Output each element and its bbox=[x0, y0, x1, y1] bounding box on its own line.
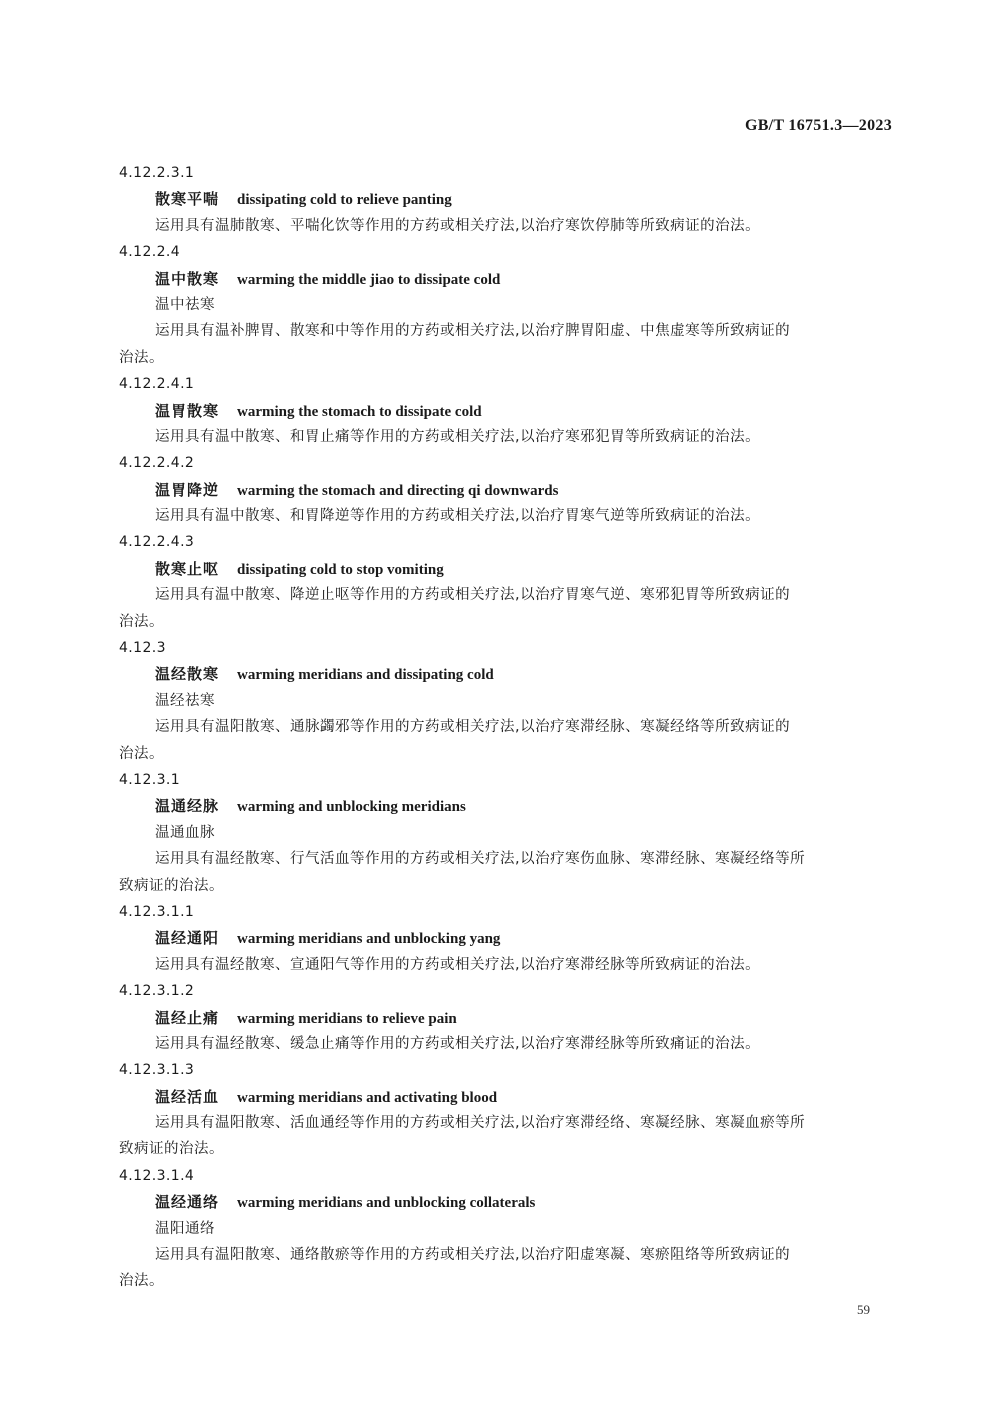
term-entries bbox=[0, 160, 999, 1295]
term-line bbox=[0, 186, 999, 212]
definition-line: 运用具有温中散寒、和胃止痛等作用的方药或相关疗法,以治疗寒邪犯胃等所致病证的治法。 bbox=[155, 428, 761, 445]
definition-line: 运用具有温经散寒、行气活血等作用的方药或相关疗法,以治疗寒伤血脉、寒滞经脉、寒凝经络等所 bbox=[155, 851, 806, 868]
definition-line: 治法。 bbox=[119, 613, 164, 630]
term-line bbox=[0, 477, 999, 503]
term-english: warming meridians and unblocking collaterals bbox=[237, 1195, 536, 1212]
term-chinese: 温通经脉 bbox=[155, 797, 220, 816]
term-entry bbox=[0, 239, 999, 371]
clause-number: 4.12.3 bbox=[119, 640, 166, 657]
definition-line: 治法。 bbox=[119, 745, 164, 762]
clause-number: 4.12.3.1.4 bbox=[119, 1167, 195, 1184]
definition-line: 运用具有温中散寒、降逆止呕等作用的方药或相关疗法,以治疗胃寒气逆、寒邪犯胃等所致病证的 bbox=[155, 587, 791, 604]
term-synonym: 温中祛寒 bbox=[155, 296, 215, 313]
term-entry bbox=[0, 529, 999, 635]
term-entry bbox=[0, 1057, 999, 1163]
term-synonym: 温经祛寒 bbox=[155, 692, 215, 709]
definition-line: 运用具有温肺散寒、平喘化饮等作用的方药或相关疗法,以治疗寒饮停肺等所致病证的治法。 bbox=[155, 217, 761, 234]
term-chinese: 温中散寒 bbox=[155, 269, 220, 288]
clause-number: 4.12.3.1.1 bbox=[119, 903, 195, 920]
term-english: dissipating cold to stop vomiting bbox=[237, 561, 444, 578]
term-entry bbox=[0, 450, 999, 529]
term-english: warming meridians and dissipating cold bbox=[237, 667, 494, 684]
definition-line: 运用具有温中散寒、和胃降逆等作用的方药或相关疗法,以治疗胃寒气逆等所致病证的治法。 bbox=[155, 508, 761, 525]
clause-number: 4.12.2.4 bbox=[119, 244, 181, 261]
term-chinese: 温经通阳 bbox=[155, 929, 220, 948]
term-english: warming the middle jiao to dissipate cold bbox=[237, 271, 501, 288]
term-entry bbox=[0, 160, 999, 239]
term-english: warming the stomach to dissipate cold bbox=[237, 403, 482, 420]
definition-line: 治法。 bbox=[119, 349, 164, 366]
clause-number: 4.12.3.1 bbox=[119, 771, 181, 788]
term-english: warming meridians and unblocking yang bbox=[237, 931, 501, 948]
term-line bbox=[0, 1189, 999, 1215]
definition-line: 治法。 bbox=[119, 1273, 164, 1290]
term-line bbox=[0, 1084, 999, 1110]
term-line bbox=[0, 266, 999, 292]
definition-line: 运用具有温阳散寒、通络散瘀等作用的方药或相关疗法,以治疗阳虚寒凝、寒瘀阻络等所致病证的 bbox=[155, 1247, 791, 1264]
definition-line: 致病证的治法。 bbox=[119, 877, 224, 894]
term-english: dissipating cold to relieve panting bbox=[237, 192, 452, 209]
term-chinese: 温经止痛 bbox=[155, 1008, 220, 1027]
term-entry bbox=[0, 767, 999, 899]
clause-number: 4.12.2.4.3 bbox=[119, 534, 195, 551]
term-line bbox=[0, 556, 999, 582]
definition-line: 运用具有温阳散寒、活血通经等作用的方药或相关疗法,以治疗寒滞经络、寒凝经脉、寒凝血瘀等所 bbox=[155, 1115, 806, 1132]
term-english: warming and unblocking meridians bbox=[237, 799, 466, 816]
term-synonym: 温阳通络 bbox=[155, 1220, 215, 1237]
definition-line: 运用具有温阳散寒、通脉蠲邪等作用的方药或相关疗法,以治疗寒滞经脉、寒凝经络等所致病证的 bbox=[155, 719, 791, 736]
term-chinese: 温经活血 bbox=[155, 1087, 220, 1106]
clause-number: 4.12.2.4.2 bbox=[119, 455, 195, 472]
term-entry bbox=[0, 899, 999, 978]
term-entry bbox=[0, 978, 999, 1057]
term-english: warming the stomach and directing qi downwards bbox=[237, 482, 559, 499]
definition-line: 致病证的治法。 bbox=[119, 1141, 224, 1158]
definition-line: 运用具有温经散寒、宣通阳气等作用的方药或相关疗法,以治疗寒滞经脉等所致病证的治法。 bbox=[155, 956, 761, 973]
term-synonym: 温通血脉 bbox=[155, 824, 215, 841]
term-line bbox=[0, 793, 999, 819]
definition-line: 运用具有温补脾胃、散寒和中等作用的方药或相关疗法,以治疗脾胃阳虚、中焦虚寒等所致病证的 bbox=[155, 323, 791, 340]
term-line bbox=[0, 925, 999, 951]
term-entry bbox=[0, 1163, 999, 1295]
term-entry bbox=[0, 635, 999, 767]
term-line bbox=[0, 1005, 999, 1031]
clause-number: 4.12.2.4.1 bbox=[119, 376, 195, 393]
term-chinese: 温经散寒 bbox=[155, 665, 220, 684]
term-chinese: 散寒平喘 bbox=[155, 190, 220, 209]
term-chinese: 温胃降逆 bbox=[155, 480, 220, 499]
term-chinese: 散寒止呕 bbox=[155, 559, 220, 578]
clause-number: 4.12.3.1.3 bbox=[119, 1062, 195, 1079]
clause-number: 4.12.2.3.1 bbox=[119, 165, 195, 181]
definition-line: 运用具有温经散寒、缓急止痛等作用的方药或相关疗法,以治疗寒滞经脉等所致痛证的治法。 bbox=[155, 1035, 761, 1052]
term-line bbox=[0, 661, 999, 687]
standard-number-header: GB/T 16751.3—2023 bbox=[744, 117, 892, 134]
term-entry bbox=[0, 371, 999, 450]
page-number: 59 bbox=[857, 1302, 870, 1317]
term-chinese: 温胃散寒 bbox=[155, 401, 220, 420]
term-chinese: 温经通络 bbox=[155, 1193, 220, 1212]
term-english: warming meridians to relieve pain bbox=[237, 1010, 457, 1027]
clause-number: 4.12.3.1.2 bbox=[119, 983, 195, 1000]
term-line bbox=[0, 398, 999, 424]
term-english: warming meridians and activating blood bbox=[237, 1089, 498, 1106]
